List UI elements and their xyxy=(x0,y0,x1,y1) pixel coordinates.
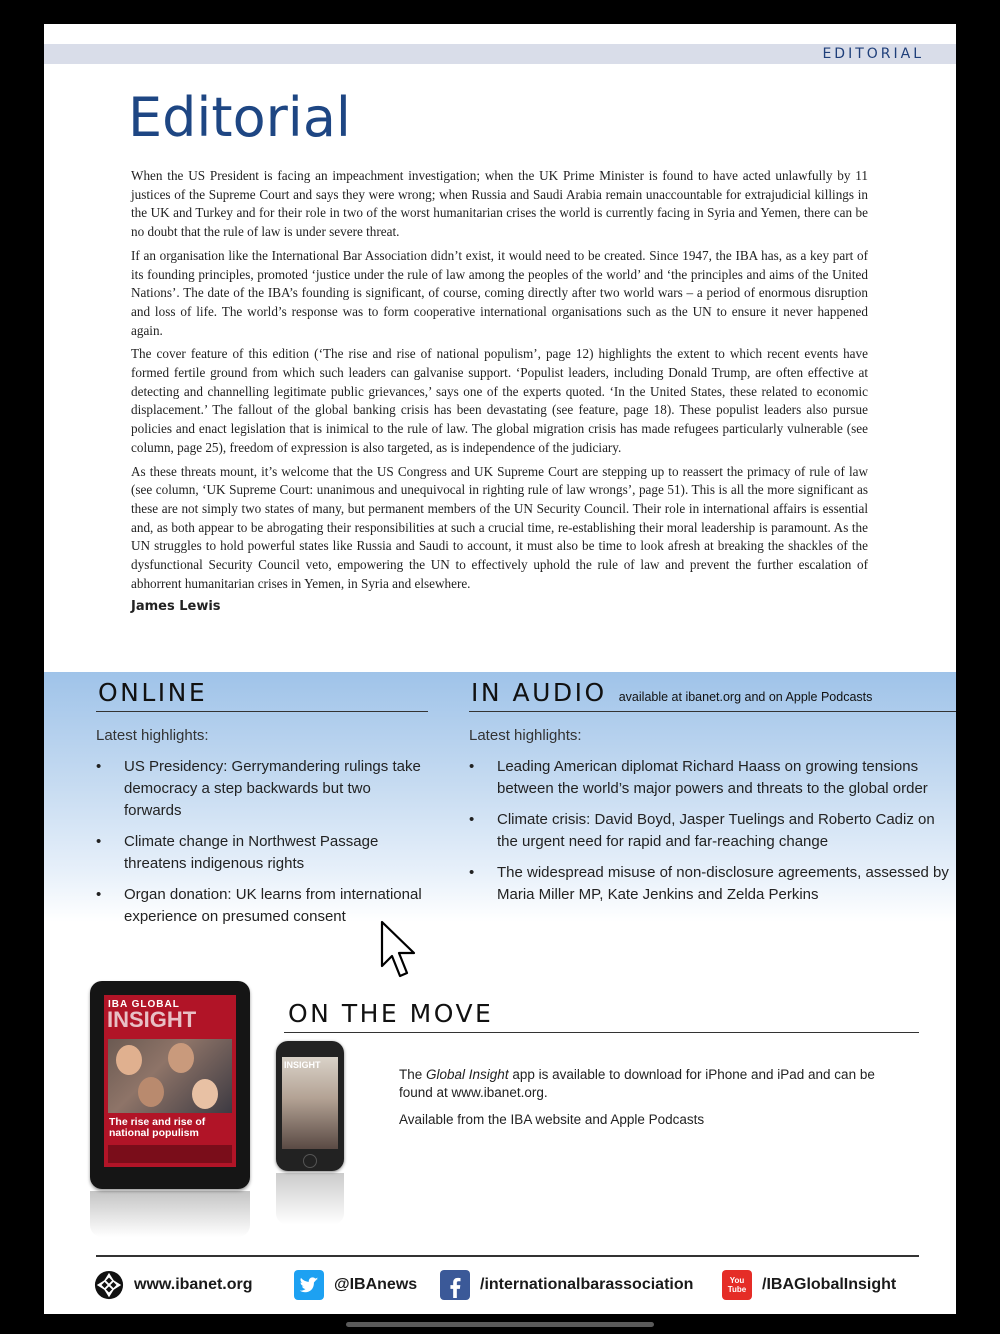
phone-home-button xyxy=(303,1154,317,1168)
facebook-icon xyxy=(440,1270,470,1300)
youtube-icon: You Tube xyxy=(722,1270,752,1300)
footer-website-text: www.ibanet.org xyxy=(134,1276,253,1293)
footer xyxy=(94,1268,924,1304)
footer-facebook-link[interactable] xyxy=(440,1268,693,1302)
availability-text: Available from the IBA website and Apple Podcasts xyxy=(399,1112,705,1127)
audio-intro: Latest highlights: xyxy=(469,727,582,744)
online-intro: Latest highlights: xyxy=(96,727,209,744)
footer-facebook-text: /internationalbarassociation xyxy=(480,1276,694,1293)
cover-face xyxy=(192,1079,218,1109)
audio-section xyxy=(469,678,956,915)
section-header-band xyxy=(44,44,956,64)
tablet-reflection xyxy=(90,1191,250,1237)
online-heading-row xyxy=(96,678,428,712)
magazine-cover xyxy=(104,995,236,1167)
phone-cover xyxy=(282,1057,338,1149)
footer-twitter-text: @IBAnews xyxy=(334,1276,418,1293)
cover-bottom-band xyxy=(108,1145,232,1163)
list-item[interactable] xyxy=(469,809,956,853)
app-name: Global Insight xyxy=(426,1067,509,1082)
phone-reflection xyxy=(276,1173,344,1225)
page-title: Editorial xyxy=(128,86,351,149)
paragraph: When the US President is facing an impeachment investigation; when the UK Prime Minister is found to have acted unlawfully by 11 justices of the Supreme Court and says they were wrong; when Russia and Saudi Arabia remain unaccountable for extrajudicial killings in the UK and Turkey and for their role in two of the worst humanitarian crises the world is currently facing in Syria and Yemen, there can be no doubt that the rule of law is under severe threat. xyxy=(131,168,868,240)
audio-heading: IN AUDIO xyxy=(471,678,607,707)
list-item-text: Climate crisis: David Boyd, Jasper Tuelings and Roberto Cadiz on the urgent need for rapid and far-reaching change xyxy=(497,811,935,850)
paragraph: The cover feature of this edition (‘The rise and rise of national populism’, page 12) highlights the extent to which recent events have formed fertile ground from which such leaders can galvanise support. ‘Populist leaders, including Donald Trump, are often effective at detecting and channelling legitimate public grievances,’ says one of the experts quoted. ‘In the United States, these related to economic displacement.’ The fallout of the global banking crisis has been devastating (see feature, page 18). These populist leaders also pursue policies and enact legislation that is inimical to the rule of law. The global migration crisis has made refugees particularly vulnerable (see column, page 25), freedom of expression is also targeted, as is independence of the judiciary. xyxy=(131,346,868,455)
on-the-move-heading: ON THE MOVE xyxy=(288,999,494,1028)
cover-photo xyxy=(108,1039,232,1113)
list-item[interactable] xyxy=(96,756,428,822)
list-item[interactable] xyxy=(96,831,428,875)
bullet: • xyxy=(469,864,475,881)
phone-image xyxy=(276,1041,344,1171)
list-item-text: US Presidency: Gerrymandering rulings take democracy a step backwards but two forwards xyxy=(124,758,421,819)
twitter-icon xyxy=(294,1270,324,1300)
bullet: • xyxy=(96,886,102,903)
phone-cover-masthead: INSIGHT xyxy=(284,1060,321,1070)
cover-face xyxy=(116,1045,142,1075)
iba-logo-icon xyxy=(94,1270,124,1300)
list-item[interactable] xyxy=(96,884,428,928)
list-item[interactable] xyxy=(469,756,956,800)
cover-masthead: INSIGHT xyxy=(107,1007,197,1032)
footer-youtube-text: /IBAGlobalInsight xyxy=(762,1276,897,1293)
list-item-text: The widespread misuse of non-disclosure agreements, assessed by Maria Miller MP, Kate Jenkins and Zelda Perkins xyxy=(497,864,949,903)
bullet: • xyxy=(96,758,102,775)
online-heading: ONLINE xyxy=(98,678,208,707)
editorial-body xyxy=(131,167,868,617)
bullet: • xyxy=(469,811,475,828)
on-the-move-heading-row xyxy=(284,999,919,1033)
online-section xyxy=(96,678,428,937)
audio-subheading: available at ibanet.org and on Apple Podcasts xyxy=(618,690,873,704)
footer-website-link[interactable] xyxy=(94,1268,253,1302)
paragraph: As these threats mount, it’s welcome that the US Congress and UK Supreme Court are stepping up to reassert the primacy of rule of law (see column, ‘UK Supreme Court: unanimous and unequivocal in righting rule of law wrongs’, page 51). This is all the more significant as these are not simply two states of many, but permanent members of the UN Security Council. Their role in international affairs is essential and, as both appear to be abrogating their responsibilities at such a crucial time, re-establishing their moral leadership is paramount. As the UN struggles to hold powerful states like Russia and Saudi to account, it must also be time to look afresh at breaking the shackles of the dysfunctional Security Council veto, empowering the UN to effectively uphold the rule of law and prevent the further escalation of abhorrent humanitarian crises in Yemen, in Syria and elsewhere. xyxy=(131,463,868,591)
paragraph: If an organisation like the International Bar Association didn’t exist, it would need to be created. Since 1947, the IBA has, as a key part of its founding principles, promoted ‘justice under the rule of law among the peoples of the world’ and ‘the principles and aims of the United Nations’. The date of the IBA’s founding is significant, of course, coming directly after two world wars – a period of enormous disruption and loss of life. The world’s response was to form cooperative international organisations such as the UN to ensure it never happened again. xyxy=(131,247,868,338)
online-list xyxy=(96,756,428,928)
footer-twitter-link[interactable] xyxy=(294,1268,417,1302)
cover-title: The rise and rise of national populism xyxy=(109,1116,206,1139)
list-item-text: Climate change in Northwest Passage threatens indigenous rights xyxy=(124,833,379,872)
audio-list xyxy=(469,756,956,906)
home-indicator[interactable] xyxy=(346,1322,654,1327)
tablet-image xyxy=(90,981,250,1189)
list-item[interactable] xyxy=(469,862,956,906)
footer-youtube-link[interactable] xyxy=(722,1268,896,1302)
magazine-page xyxy=(44,24,956,1314)
footer-divider xyxy=(96,1255,919,1257)
mouse-cursor-icon xyxy=(380,920,420,982)
cover-face xyxy=(168,1043,194,1073)
cover-masthead-top: IBA GLOBAL xyxy=(108,999,180,1010)
list-item-text: Organ donation: UK learns from international experience on presumed consent xyxy=(124,886,422,925)
list-item-text: Leading American diplomat Richard Haass on growing tensions between the world’s major powers and threats to the global order xyxy=(497,758,928,797)
bullet: • xyxy=(469,758,475,775)
bullet: • xyxy=(96,833,102,850)
audio-heading-row xyxy=(469,678,956,712)
app-description: The Global Insight app is available to download for iPhone and iPad and can be found at www.ibanet.org. xyxy=(399,1067,875,1100)
section-label: EDITORIAL xyxy=(822,46,924,62)
author-name: James Lewis xyxy=(131,599,221,615)
cover-face xyxy=(138,1077,164,1107)
on-the-move-text xyxy=(399,1066,899,1138)
